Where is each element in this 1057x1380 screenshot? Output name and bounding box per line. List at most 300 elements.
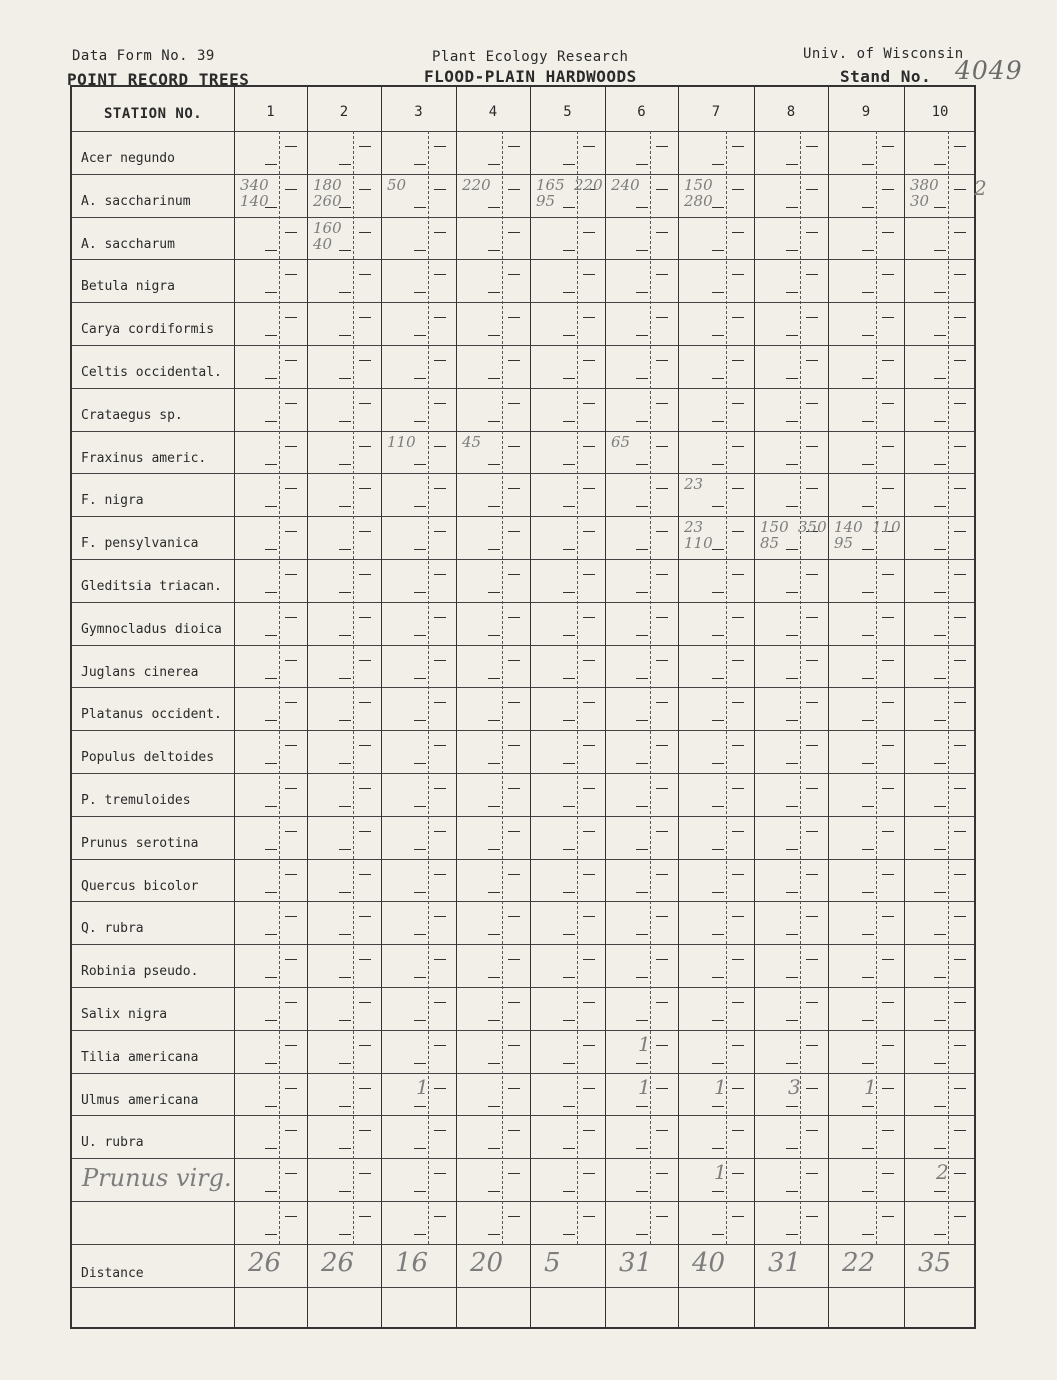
cell-tick (488, 592, 500, 593)
cell-tick (954, 745, 966, 746)
cell-tick (786, 806, 798, 807)
cell-tick (934, 335, 946, 336)
cell-tick (265, 849, 277, 850)
cell-tick (508, 232, 520, 233)
cell-tick (265, 549, 277, 550)
cell-tick (508, 916, 520, 917)
cell-tick (359, 360, 371, 361)
cell-tick (434, 959, 446, 960)
cell-tick (636, 549, 648, 550)
column-line (456, 87, 457, 1327)
row-line (72, 1201, 974, 1202)
cell-tick (954, 488, 966, 489)
species-label: A. saccharum (81, 236, 175, 252)
cell-tick (339, 250, 351, 251)
handwritten-entry: 110 (684, 534, 713, 553)
handwritten-entry: 1 (714, 1074, 727, 1099)
cell-tick (806, 446, 818, 447)
cell-tick (806, 745, 818, 746)
cell-tick (434, 446, 446, 447)
cell-tick (882, 959, 894, 960)
distance-value: 22 (842, 1247, 876, 1278)
cell-tick (954, 1216, 966, 1217)
cell-tick (656, 574, 668, 575)
cell-tick (359, 574, 371, 575)
cell-tick (434, 146, 446, 147)
cell-tick (862, 292, 874, 293)
cell-tick (434, 1216, 446, 1217)
cell-tick (359, 617, 371, 618)
cell-tick (934, 378, 946, 379)
cell-tick (434, 1130, 446, 1131)
cell-tick (786, 1234, 798, 1235)
stand-number: 4049 (955, 56, 1023, 85)
cell-tick (265, 806, 277, 807)
cell-tick (563, 378, 575, 379)
cell-tick (786, 977, 798, 978)
cell-tick (583, 617, 595, 618)
cell-tick (934, 549, 946, 550)
cell-tick (488, 1106, 500, 1107)
row-line (72, 602, 974, 603)
cell-tick (636, 164, 648, 165)
row-line (72, 987, 974, 988)
station-header-7: 7 (711, 104, 721, 120)
cell-tick (712, 934, 724, 935)
cell-tick (656, 360, 668, 361)
cell-tick (732, 617, 744, 618)
species-label: Betula nigra (81, 279, 175, 295)
cell-tick (934, 806, 946, 807)
cell-tick (414, 720, 426, 721)
cell-tick (583, 660, 595, 661)
cell-tick (488, 678, 500, 679)
cell-tick (786, 378, 798, 379)
cell-tick (434, 531, 446, 532)
cell-tick (265, 635, 277, 636)
cell-tick (954, 702, 966, 703)
cell-tick (285, 446, 297, 447)
distance-value: 26 (248, 1247, 282, 1278)
cell-tick (882, 232, 894, 233)
cell-tick (285, 660, 297, 661)
cell-tick (583, 702, 595, 703)
cell-tick (563, 335, 575, 336)
cell-tick (934, 506, 946, 507)
cell-tick (786, 506, 798, 507)
cell-tick (265, 1106, 277, 1107)
cell-tick (285, 189, 297, 190)
handwritten-entry: 3 (788, 1074, 801, 1099)
cell-tick (862, 1020, 874, 1021)
cell-tick (806, 1045, 818, 1046)
cell-tick (488, 806, 500, 807)
cell-tick (862, 763, 874, 764)
station-header-3: 3 (414, 104, 423, 120)
cell-tick (636, 292, 648, 293)
species-label: Ulmus americana (81, 1092, 199, 1108)
handwritten-entry: 30 (910, 191, 930, 210)
handwritten-entry: 2 (936, 1160, 949, 1185)
cell-tick (862, 806, 874, 807)
cell-tick (862, 1148, 874, 1149)
cell-tick (583, 1173, 595, 1174)
cell-tick (712, 506, 724, 507)
cell-tick (563, 678, 575, 679)
handwritten-entry: 140 (240, 191, 269, 210)
cell-tick (508, 1130, 520, 1131)
handwritten-entry: 65 (611, 432, 631, 451)
cell-tick (434, 1088, 446, 1089)
handwritten-entry: 240 (611, 175, 640, 194)
species-label: Robinia pseudo. (81, 964, 199, 980)
record-table (70, 85, 987, 1329)
cell-tick (285, 1045, 297, 1046)
cell-tick (786, 1191, 798, 1192)
cell-tick (934, 1020, 946, 1021)
cell-tick (954, 874, 966, 875)
row-line (72, 388, 974, 389)
cell-tick (656, 1088, 668, 1089)
cell-tick (806, 702, 818, 703)
cell-tick (786, 1020, 798, 1021)
cell-tick (285, 488, 297, 489)
row-line (72, 217, 974, 218)
row-line (72, 131, 974, 132)
cell-tick (656, 403, 668, 404)
cell-tick (285, 1130, 297, 1131)
cell-tick (712, 806, 724, 807)
cell-tick (862, 1063, 874, 1064)
cell-tick (786, 1106, 798, 1107)
cell-tick (359, 1088, 371, 1089)
cell-tick (712, 635, 724, 636)
column-line (828, 87, 829, 1327)
cell-tick (732, 916, 744, 917)
cell-tick (339, 464, 351, 465)
cell-tick (862, 1191, 874, 1192)
cell-tick (712, 207, 724, 208)
cell-tick (339, 1020, 351, 1021)
cell-tick (583, 1130, 595, 1131)
cell-tick (434, 360, 446, 361)
cell-tick (359, 916, 371, 917)
cell-tick (656, 1130, 668, 1131)
species-label: Quercus bicolor (81, 878, 199, 894)
cell-tick (732, 1002, 744, 1003)
cell-tick (806, 1088, 818, 1089)
cell-tick (862, 1234, 874, 1235)
cell-tick (285, 916, 297, 917)
cell-tick (882, 617, 894, 618)
cell-tick (339, 635, 351, 636)
cell-tick (636, 1020, 648, 1021)
cell-tick (806, 916, 818, 917)
cell-tick (786, 849, 798, 850)
cell-tick (508, 702, 520, 703)
cell-tick (732, 189, 744, 190)
column-subdivider (502, 131, 503, 1244)
cell-tick (656, 831, 668, 832)
cell-tick (414, 592, 426, 593)
cell-tick (339, 1063, 351, 1064)
cell-tick (954, 274, 966, 275)
cell-tick (583, 788, 595, 789)
cell-tick (862, 849, 874, 850)
cell-tick (414, 378, 426, 379)
cell-tick (583, 488, 595, 489)
cell-tick (339, 164, 351, 165)
column-subdivider (577, 131, 578, 1244)
cell-tick (414, 506, 426, 507)
cell-tick (414, 1191, 426, 1192)
cell-tick (285, 702, 297, 703)
cell-tick (656, 1216, 668, 1217)
cell-tick (434, 1045, 446, 1046)
column-line (307, 87, 308, 1327)
cell-tick (508, 959, 520, 960)
cell-tick (508, 1173, 520, 1174)
handwritten-entry: 1 (714, 1160, 727, 1185)
handwritten-entry: 150 (760, 518, 789, 537)
cell-tick (508, 274, 520, 275)
cell-tick (786, 1063, 798, 1064)
cell-tick (359, 959, 371, 960)
handwritten-entry: 180 (313, 175, 342, 194)
cell-tick (265, 1063, 277, 1064)
species-label: Platanus occident. (81, 707, 222, 723)
cell-tick (414, 1148, 426, 1149)
cell-tick (786, 164, 798, 165)
cell-tick (862, 678, 874, 679)
cell-tick (636, 720, 648, 721)
cell-tick (954, 660, 966, 661)
station-header-10: 10 (931, 104, 949, 120)
species-label: U. rubra (81, 1135, 144, 1151)
cell-tick (954, 232, 966, 233)
cell-tick (712, 720, 724, 721)
cell-tick (732, 232, 744, 233)
row-line (72, 302, 974, 303)
cell-tick (806, 1216, 818, 1217)
cell-tick (563, 1191, 575, 1192)
cell-tick (732, 1216, 744, 1217)
row-line (72, 516, 974, 517)
cell-tick (656, 189, 668, 190)
cell-tick (488, 1148, 500, 1149)
cell-tick (434, 702, 446, 703)
cell-tick (786, 335, 798, 336)
column-line (530, 87, 531, 1327)
cell-tick (414, 849, 426, 850)
cell-tick (934, 977, 946, 978)
cell-tick (636, 977, 648, 978)
distance-value: 16 (395, 1247, 429, 1278)
cell-tick (934, 763, 946, 764)
row-line (72, 773, 974, 774)
cell-tick (732, 1173, 744, 1174)
cell-tick (434, 660, 446, 661)
cell-tick (636, 592, 648, 593)
cell-tick (656, 745, 668, 746)
cell-tick (359, 745, 371, 746)
cell-tick (359, 488, 371, 489)
cell-tick (806, 274, 818, 275)
cell-tick (265, 678, 277, 679)
cell-tick (583, 232, 595, 233)
column-line (678, 87, 679, 1327)
cell-tick (285, 317, 297, 318)
cell-tick (882, 574, 894, 575)
form-number: Data Form No. 39 (72, 48, 215, 64)
cell-tick (265, 763, 277, 764)
cell-tick (806, 317, 818, 318)
cell-tick (656, 317, 668, 318)
handwritten-entry: 260 (313, 191, 342, 210)
cell-tick (339, 506, 351, 507)
cell-tick (563, 506, 575, 507)
cell-tick (934, 678, 946, 679)
cell-tick (434, 831, 446, 832)
cell-tick (732, 317, 744, 318)
cell-tick (732, 745, 744, 746)
column-line (904, 87, 905, 1327)
cell-tick (786, 678, 798, 679)
cell-tick (656, 617, 668, 618)
cell-tick (434, 916, 446, 917)
cell-tick (786, 892, 798, 893)
cell-tick (285, 274, 297, 275)
cell-tick (359, 403, 371, 404)
cell-tick (339, 934, 351, 935)
cell-tick (414, 678, 426, 679)
cell-tick (954, 1045, 966, 1046)
cell-tick (806, 146, 818, 147)
cell-tick (954, 189, 966, 190)
row-line (72, 859, 974, 860)
cell-tick (339, 378, 351, 379)
cell-tick (339, 1191, 351, 1192)
cell-tick (583, 146, 595, 147)
cell-tick (732, 874, 744, 875)
cell-tick (732, 274, 744, 275)
organization: Plant Ecology Research (432, 49, 629, 65)
cell-tick (882, 1130, 894, 1131)
cell-tick (712, 1106, 724, 1107)
cell-tick (806, 959, 818, 960)
handwritten-entry: 40 (313, 234, 333, 253)
station-header-4: 4 (488, 104, 498, 120)
cell-tick (954, 831, 966, 832)
cell-tick (583, 874, 595, 875)
cell-tick (712, 164, 724, 165)
handwritten-entry: 95 (834, 534, 854, 553)
column-line (605, 87, 606, 1327)
cell-tick (954, 1173, 966, 1174)
column-line (754, 87, 755, 1327)
handwritten-entry: 95 (536, 191, 556, 210)
cell-tick (786, 464, 798, 465)
cell-tick (656, 1173, 668, 1174)
cell-tick (434, 488, 446, 489)
cell-tick (636, 378, 648, 379)
handwritten-entry: 150 (684, 175, 713, 194)
cell-tick (563, 164, 575, 165)
row-line (72, 1158, 974, 1159)
cell-tick (583, 317, 595, 318)
cell-tick (414, 1063, 426, 1064)
cell-tick (583, 745, 595, 746)
cell-tick (339, 678, 351, 679)
cell-tick (862, 164, 874, 165)
cell-tick (806, 189, 818, 190)
cell-tick (265, 464, 277, 465)
cell-tick (732, 788, 744, 789)
handwritten-entry: 1 (638, 1031, 651, 1056)
cell-tick (862, 1106, 874, 1107)
cell-tick (563, 207, 575, 208)
handwritten-entry: 350 (798, 518, 827, 537)
cell-tick (882, 1045, 894, 1046)
cell-tick (862, 506, 874, 507)
cell-tick (882, 189, 894, 190)
cell-tick (583, 446, 595, 447)
row-line (72, 816, 974, 817)
cell-tick (563, 1063, 575, 1064)
cell-tick (954, 1088, 966, 1089)
cell-tick (732, 1045, 744, 1046)
cell-tick (636, 335, 648, 336)
cell-tick (285, 1173, 297, 1174)
cell-tick (414, 464, 426, 465)
species-label: F. pensylvanica (81, 536, 199, 552)
cell-tick (563, 1148, 575, 1149)
cell-tick (508, 446, 520, 447)
cell-tick (563, 934, 575, 935)
species-label: Gymnocladus dioica (81, 621, 222, 637)
species-label: Tilia americana (81, 1049, 199, 1065)
cell-tick (285, 959, 297, 960)
cell-tick (656, 531, 668, 532)
station-label: STATION NO. (104, 106, 203, 122)
cell-tick (414, 1234, 426, 1235)
species-label: P. tremuloides (81, 793, 191, 808)
distance-label: Distance (81, 1265, 144, 1281)
cell-tick (583, 531, 595, 532)
cell-tick (265, 421, 277, 422)
cell-tick (882, 317, 894, 318)
species-label: Prunus serotina (81, 835, 199, 851)
cell-tick (862, 635, 874, 636)
cell-tick (934, 164, 946, 165)
cell-tick (414, 292, 426, 293)
cell-tick (414, 892, 426, 893)
cell-tick (934, 1063, 946, 1064)
cell-tick (434, 574, 446, 575)
cell-tick (712, 592, 724, 593)
cell-tick (732, 1130, 744, 1131)
extra-species-entry: Prunus virg. (82, 1164, 232, 1193)
cell-tick (786, 592, 798, 593)
cell-tick (786, 250, 798, 251)
row-line (72, 1287, 974, 1288)
cell-tick (656, 274, 668, 275)
cell-tick (563, 421, 575, 422)
column-line (234, 87, 235, 1327)
cell-tick (563, 892, 575, 893)
cell-tick (656, 916, 668, 917)
cell-tick (508, 1002, 520, 1003)
